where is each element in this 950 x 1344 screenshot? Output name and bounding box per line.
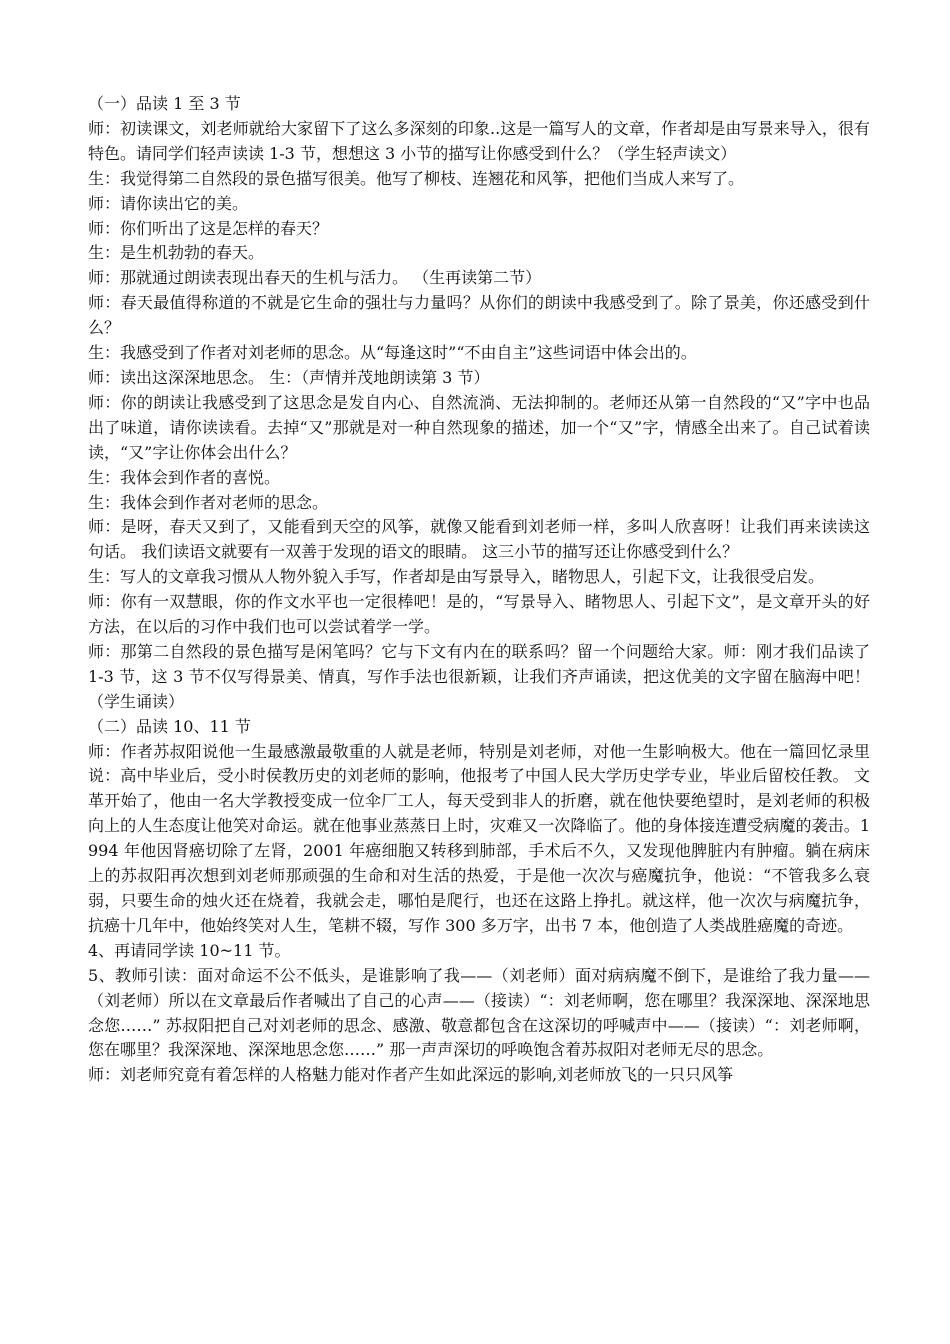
paragraph-teacher-4: 师：那就通过朗读表现出春天的生机与活力。 （生再读第二节） bbox=[88, 268, 542, 288]
paragraph-teacher-intro: 师：初读课文，刘老师就给大家留下了这么多深刻的印象..这是一篇写人的文章，作者却是由写景来导入，很有特色。请同学们轻声读读 1-3 节，想想这 3 小节的描写让你感受到什么？（学生轻声读文） bbox=[88, 118, 870, 163]
paragraph-student-4: 生：我体会到作者的喜悦。 bbox=[88, 467, 281, 487]
paragraph-teacher-2: 师：请你读出它的美。 bbox=[88, 193, 249, 213]
paragraph-teacher-7: 师：你的朗读让我感受到了这思念是发自内心、自然流淌、无法抑制的。老师还从第一自然段的“又”字中也品出了味道，请你读读看。去掉“又”那就是对一种自然现象的描述，加一个“又”字，情感全出来了。自己试着读读，“又”字让你体会出什么？ bbox=[88, 392, 870, 462]
section-heading-2: （二）品读 10、11 节 bbox=[88, 716, 251, 736]
paragraph-student-3: 生：我感受到了作者对刘老师的思念。从“每逢这时”“不由自主”这些词语中体会出的。 bbox=[88, 343, 697, 363]
paragraph-step-5: 5、教师引读：面对命运不公不低头，是谁影响了我——（刘老师）面对病病魔不倒下，是谁给了我力量——（刘老师）所以在文章最后作者喊出了自己的心声——（接读）“：刘老师啊，您在哪里？我深深地、深深地思念您……” 苏叔阳把自己对刘老师的思念、感激、敬意都包含在这深切的呼喊声中——（接读）“：刘老师啊，您在哪里？我深深地、深深地思念您……” 那一声声深切的呼唤饱含着苏叔阳对老师无尽的思念。 bbox=[88, 965, 870, 1060]
paragraph-teacher-3: 师：你们听出了这是怎样的春天？ bbox=[88, 218, 329, 238]
paragraph-student-6: 生：写人的文章我习惯从人物外貌入手写，作者却是由写景导入，睹物思人，引起下文，让我很受启发。 bbox=[88, 567, 825, 587]
paragraph-teacher-12: 师：刘老师究竟有着怎样的人格魅力能对作者产生如此深远的影响,刘老师放飞的一只只风筝 bbox=[88, 1065, 734, 1085]
paragraph-student-2: 生：是生机勃勃的春天。 bbox=[88, 243, 265, 263]
paragraph-teacher-5: 师：春天最值得称道的不就是它生命的强壮与力量吗？从你们的朗读中我感受到了。除了景美，你还感受到什么？ bbox=[88, 293, 870, 338]
section-heading-1: （一）品读 1 至 3 节 bbox=[88, 94, 241, 113]
paragraph-teacher-10: 师：那第二自然段的景色描写是闲笔吗？它与下文有内在的联系吗？留一个问题给大家。师：刚才我们品读了 1-3 节，这 3 节不仅写得景美、情真，写作手法也很新颖，让我们齐声诵读，把这优美的文字留在脑海中吧！ （学生诵读） bbox=[88, 641, 870, 711]
paragraph-student-5: 生：我体会到作者对老师的思念。 bbox=[88, 492, 329, 512]
paragraph-teacher-9: 师：你有一双慧眼，你的作文水平也一定很棒吧！是的，“写景导入、睹物思人、引起下文”，是文章开头的好方法，在以后的习作中我们也可以尝试着学一学。 bbox=[88, 592, 870, 637]
paragraph-teacher-8: 师：是呀，春天又到了，又能看到天空的风筝，就像又能看到刘老师一样，多叫人欣喜呀！让我们再来读读这句话。 我们读语文就要有一双善于发现的语文的眼睛。 这三小节的描写还让你感受到什么？ bbox=[88, 517, 870, 562]
paragraph-student-1: 生：我觉得第二自然段的景色描写很美。他写了柳枝、连翘花和风筝，把他们当成人来写了。 bbox=[88, 168, 745, 188]
paragraph-step-4: 4、再请同学读 10~11 节。 bbox=[88, 940, 291, 960]
paragraph-teacher-11: 师：作者苏叔阳说他一生最感激最敬重的人就是老师，特别是刘老师，对他一生影响极大。他在一篇回忆录里说：高中毕业后，受小时侯教历史的刘老师的影响，他报考了中国人民大学历史学专业，毕业后留校任教。 文革开始了，他由一名大学教授变成一位伞厂工人，每天受到非人的折磨，就在他快要绝望时，是刘老师的积极向上的人生态度让他笑对命运。就在他事业蒸蒸日上时，灾难又一次降临了。他的身体接连遭受病魔的袭击。1994 年他因肾癌切除了左肾，2001 年癌细胞又转移到肺部，手术后不久，又发现他脾脏内有肿瘤。躺在病床上的苏叔阳再次想到刘老师那顽强的生命和对生活的热爱，于是他一次次与癌魔抗争，他说：“不管我多么衰弱，只要生命的烛火还在烧着，我就会走，哪怕是爬行，也还在这路上挣扎。就这样，他一次次与病魔抗争，抗癌十几年中，他始终笑对人生，笔耕不辍，写作 300 多万字，出书 7 本，他创造了人类战胜癌魔的奇迹。 bbox=[88, 741, 870, 935]
paragraph-teacher-6: 师：读出这深深地思念。 生：（声情并茂地朗读第 3 节） bbox=[88, 367, 490, 387]
